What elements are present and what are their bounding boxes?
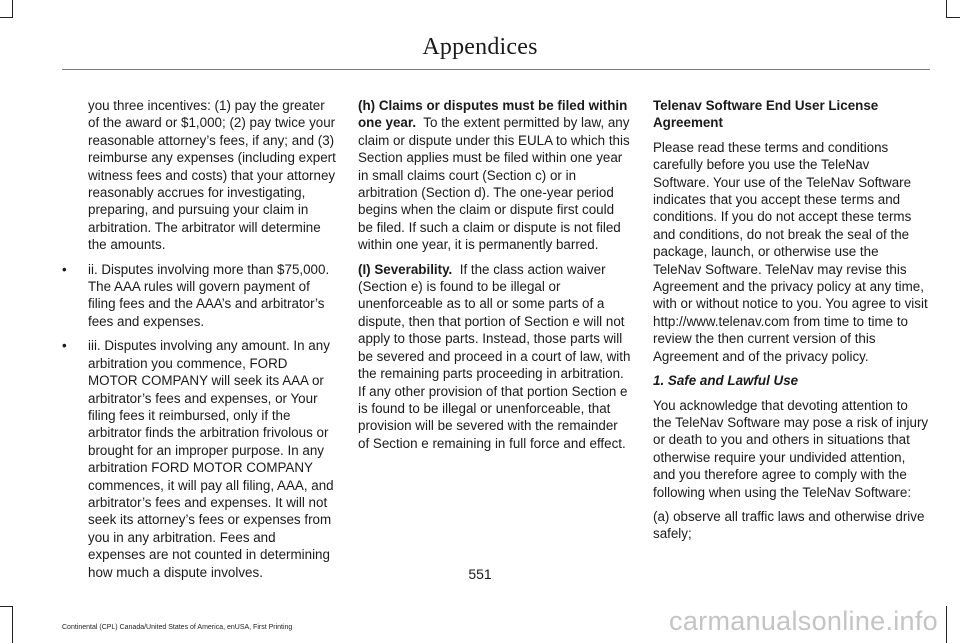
column-3 xyxy=(653,97,929,550)
section-heading: (I) Severability. xyxy=(358,261,453,277)
bullet-text: iii. Disputes involving any amount. In any arbitration you commence, FORD MOTOR COMPANY will seek its AAA or arbitrator’s fees and expenses, or Your filing fees it reimbursed, only if the arbitrator finds the arbitration frivolous or brought for an improper purpose. In any arbitration FORD MOTOR COMPANY commences, it will pay all filing, AAA, and arbitrator’s fees and expenses. It will not seek its attorney’s fees or expenses from you in any arbitration. Fees and expenses are not counted in determining how much a dispute involves. xyxy=(88,338,334,580)
section-body: To the extent permitted by law, any claim or dispute under this EULA to which this Section applies must be filed within one year in small claims court (Section c) or in arbitration (Section d). The one-year period begins when the claim or dispute first could be filed. If such a claim or dispute is not filed within one year, it is permanently barred. xyxy=(358,115,630,253)
list-item xyxy=(62,261,336,331)
crop-mark-bottom-left-vertical xyxy=(12,606,13,643)
edition-footer: Continental (CPL) Canada/United States of America, enUSA, First Printing xyxy=(62,624,293,631)
page-title: Appendices xyxy=(422,34,538,60)
watermark-logo: carmanualsonline.info xyxy=(669,606,938,636)
section-heading: (h) Claims or disputes must be filed within one year. xyxy=(358,98,628,131)
bullet-text: ii. Disputes involving more than $75,000. The AAA rules will govern payment of filing fees and the AAA’s and arbitrator’s fees and expenses. xyxy=(88,261,330,329)
section-h-paragraph xyxy=(358,97,632,254)
bullet-icon: • xyxy=(62,338,67,354)
traffic-laws-paragraph: (a) observe all traffic laws and otherwise drive safely; xyxy=(653,508,925,542)
header-divider xyxy=(62,69,930,70)
page-number: 551 xyxy=(468,566,492,582)
crop-mark-bottom-right-vertical xyxy=(946,606,947,643)
incentives-paragraph: you three incentives: (1) pay the greater of the award or $1,000; (2) pay twice your reasonable attorney’s fees, if any; and (3) reimburse any expenses (including expert witness fees and costs) that your attorney reasonably accrues for investigating, preparing, and pursuing your claim in arbitration. The arbitrator will determine the amounts. xyxy=(88,98,336,253)
section-body: If the class action waiver (Section e) is found to be illegal or unenforceable as to all or some parts of a dispute, then that portion of Section e will not apply to those parts. Instead, those parts will be severed and proceed in a court of law, with the remaining parts proceeding in arbitration. If any other provision of that portion Section e is found to be illegal or unenforceable, that provision will be severed with the remainder of Section e remaining in full force and effect. xyxy=(358,261,631,451)
crop-mark-top-left-horizontal xyxy=(0,17,13,18)
crop-mark-bottom-left-horizontal xyxy=(0,606,13,607)
list-item xyxy=(62,337,336,581)
column-2 xyxy=(358,97,632,459)
crop-mark-top-left-vertical xyxy=(12,0,13,18)
bullet-icon: • xyxy=(62,261,67,277)
safe-use-subheading: 1. Safe and Lawful Use xyxy=(653,373,799,389)
eula-heading: Telenav Software End User License Agreement xyxy=(653,98,879,131)
safe-use-paragraph: You acknowledge that devoting attention to the TeleNav Software may pose a risk of injury or death to you and others in situations that otherwise require your undivided attention, and you therefore agree to comply with the following when using the TeleNav Software: xyxy=(653,397,929,500)
column-1 xyxy=(62,97,336,588)
section-i-paragraph xyxy=(358,261,632,452)
crop-mark-top-right-horizontal xyxy=(946,17,960,18)
eula-paragraph: Please read these terms and conditions carefully before you use the TeleNav Software. Your use of the TeleNav Software indicates that you accept these terms and conditions. If you do not accept these terms and conditions, do not break the seal of the package, launch, or otherwise use the TeleNav Software. TeleNav may revise this Agreement and the privacy policy at any time, with or without notice to you. You agree to visit http://www.telenav.com from time to time to review the then current version of this Agreement and of the privacy policy. xyxy=(653,139,928,364)
crop-mark-top-right-vertical xyxy=(946,0,947,18)
